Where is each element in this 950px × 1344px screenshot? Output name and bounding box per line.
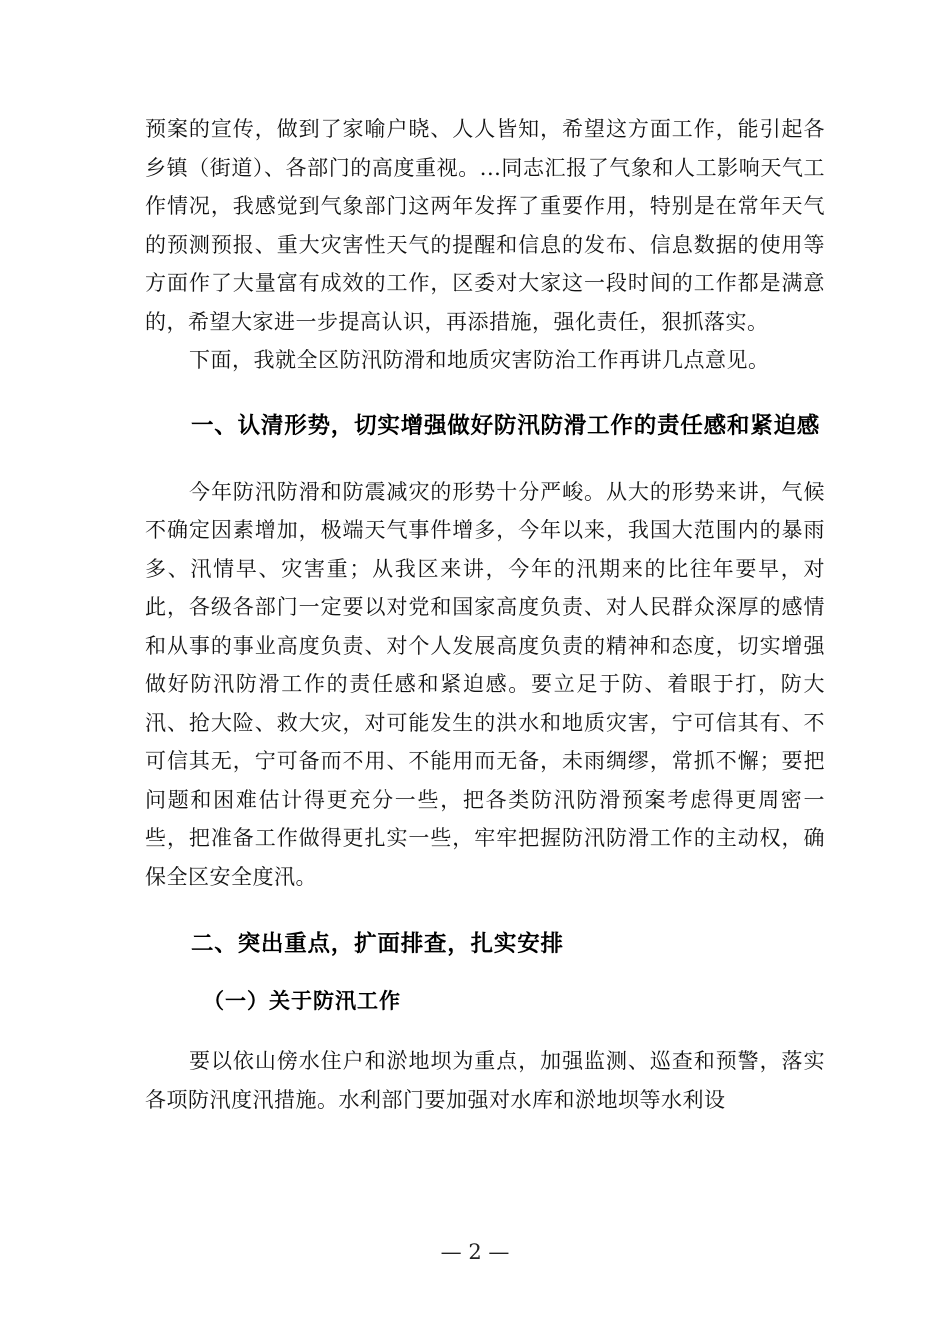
subsection-1-heading: （一）关于防汛工作	[203, 988, 401, 1013]
page-number: — 2 —	[440, 1240, 510, 1264]
section-1-heading: 一、认清形势，切实增强做好防汛防滑工作的责任感和紧迫感	[191, 412, 821, 439]
section-1-paragraph: 今年防汛防滑和防震减灾的形势十分严峻。从大的形势来讲，气候不确定因素增加，极端天气事件增多，今年以来，我国大范围内的暴雨多、汛情早、灾害重；从我区来讲，今年的汛期来的比往年要早，对此，各级各部门一定要以对党和国家高度负责、对人民群众深厚的感情和从事的事业高度负责、对个人发展高度负责的精神和态度，切实增强做好防汛防滑工作的责任感和紧迫感。要立足于防、着眼于打，防大汛、抢大险、救大灾，对可能发生的洪水和地质灾害，宁可信其有、不可信其无，宁可备而不用、不能用而无备，未雨绸缪，常抓不懈；要把问题和困难估计得更充分一些，把各类防汛防滑预案考虑得更周密一些，把准备工作做得更扎实一些，牢牢把握防汛防滑工作的主动权，确保全区安全度汛。	[145, 479, 825, 889]
section-2-heading: 二、突出重点，扩面排查，扎实安排	[191, 931, 564, 957]
subsection-1-paragraph: 要以依山傍水住户和淤地坝为重点，加强监测、巡查和预警，落实各项防汛度汛措施。水利部门要加强对水库和淤地坝等水利设	[145, 1049, 825, 1112]
intro-paragraph: 预案的宣传，做到了家喻户晓、人人皆知，希望这方面工作，能引起各乡镇（街道）、各部门的高度重视。...同志汇报了气象和人工影响天气工作情况，我感觉到气象部门这两年发挥了重要作用，特别是在常年天气的预测预报、重大灾害性天气的提醒和信息的发布、信息数据的使用等方面作了大量富有成效的工作，区委对大家这一段时间的工作都是满意的，希望大家进一步提高认识，再添措施，强化责任，狠抓落实。	[145, 117, 825, 334]
transition-paragraph: 下面，我就全区防汛防滑和地质灾害防治工作再讲几点意见。	[189, 348, 770, 372]
document-body	[145, 110, 825, 1119]
